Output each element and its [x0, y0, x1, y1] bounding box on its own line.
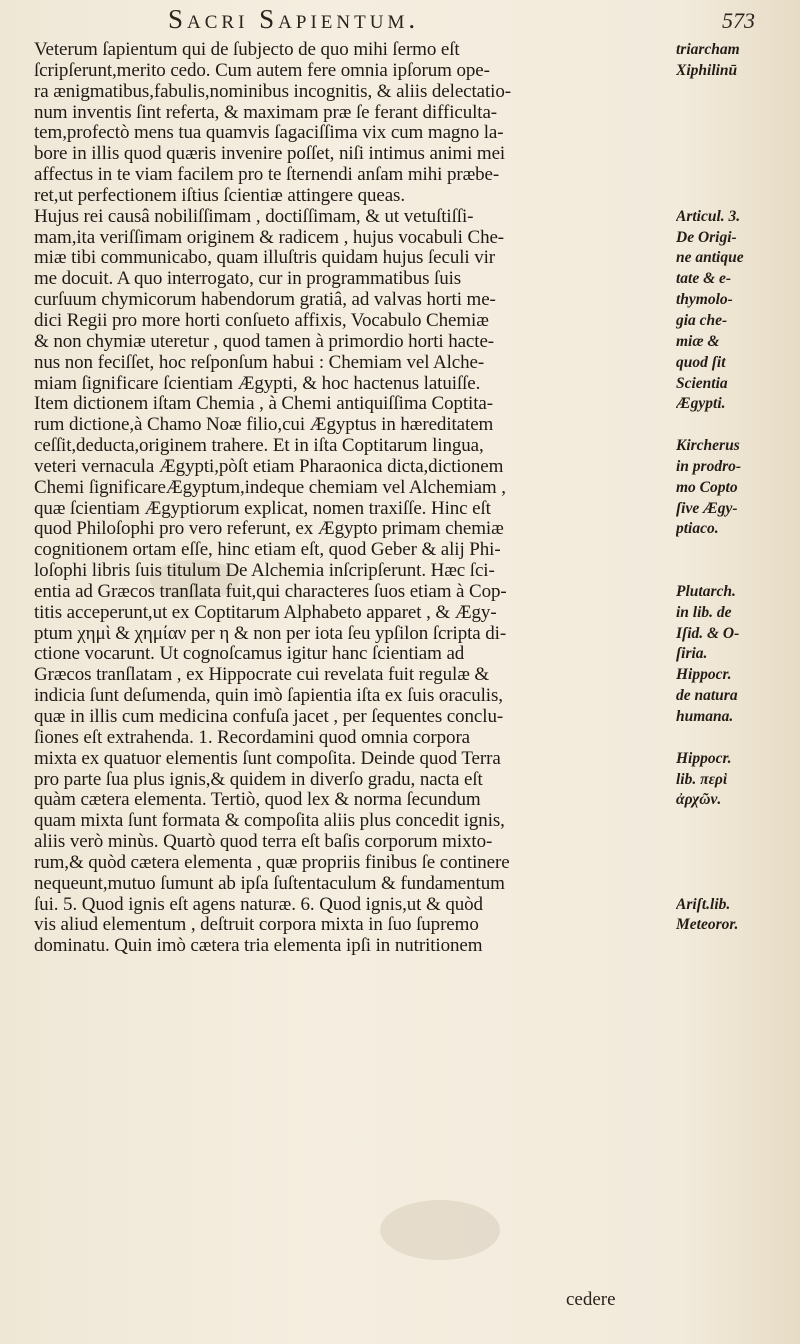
margin-note — [676, 832, 798, 853]
text-line: rum,& quòd cætera elementa , quæ propriis finibus ſe continere — [34, 852, 510, 873]
margin-note: Articul. 3. — [676, 207, 741, 225]
text-line: Hujus rei causâ nobiliſſimam , doctiſſimam, & ut vetuſtiſſi- — [34, 206, 474, 227]
margin-note: thymolo- — [676, 291, 733, 309]
margin-note — [676, 874, 798, 895]
margin-note: quod ſit — [676, 353, 726, 371]
margin-note: ἀρχῶν. — [676, 791, 722, 809]
margin-note — [676, 853, 798, 874]
text-line: quàm cætera elementa. Tertiò, quod lex & norma ſecundum — [34, 790, 481, 811]
text-line: aliis verò minùs. Quartò quod terra eſt baſis corporum mixto- — [34, 832, 493, 853]
text-line: me docuit. A quo interrogato, cur in programmatibus ſuis — [34, 269, 462, 290]
margin-note — [676, 936, 798, 957]
text-line: veteri vernacula Ægypti,pòſt etiam Pharaonica dicta,dictionem — [34, 456, 504, 477]
text-line: cognitionem ortam eſſe, hinc etiam eſt, quod Geber & alij Phi- — [34, 540, 501, 561]
text-line: mam,ita veriſſimam originem & radicem , hujus vocabuli Che- — [34, 227, 505, 248]
text-line: nequeunt,mutuo ſumunt ab ipſa ſuſtentaculum & fundamentum — [34, 873, 505, 894]
margin-note: lib. περὶ — [676, 770, 728, 788]
margin-note: ſiria. — [676, 645, 708, 663]
margin-note — [676, 728, 798, 749]
text-line: bore in illis quod quæris invenire poſſet, niſi intimus animi mei — [34, 144, 506, 165]
text-line: pro parte ſua plus ignis,& quidem in diverſo gradu, nacta eſt — [34, 769, 483, 790]
text-line: quæ ſcientiam Ægyptiorum explicat, nomen traxiſſe. Hinc eſt — [34, 498, 491, 519]
text-line: Veterum ſapientum qui de ſubjecto de quo mihi ſermo eſt — [34, 40, 460, 60]
text-line: ſui. 5. Quod ignis eſt agens naturæ. 6. Quod ignis,ut & quòd — [34, 894, 483, 915]
text-line: ceſſit,deducta,originem trahere. Et in iſta Coptitarum lingua, — [34, 436, 484, 457]
margin-note: ptiaco. — [676, 520, 719, 538]
margin-note: Ariſt.lib. — [676, 895, 731, 913]
body-text — [34, 40, 670, 957]
margin-note: tate & e- — [676, 270, 732, 288]
margin-note: Kircherus — [676, 437, 740, 455]
text-line: curſuum chymicorum habendorum gratiâ, ad valvas horti me- — [34, 290, 496, 311]
ink-bleed-stain — [380, 1200, 500, 1260]
text-line: dici Regii pro more horti conſueto affixis, Vocabulo Chemiæ — [34, 310, 489, 331]
text-line: rum dictione,à Chamo Noæ filio,cui Ægyptus in hæreditatem — [34, 415, 494, 436]
text-line: loſophi libris ſuis titulum De Alchemia inſcripſerunt. Hæc ſci- — [34, 561, 495, 582]
text-line: num inventis ſint referta, & maximam præ ſe ferant difficulta- — [34, 102, 498, 123]
margin-note: Hippocr. — [676, 666, 732, 684]
text-line: quod Philoſophi pro vero referunt, ex Ægypto primam chemiæ — [34, 519, 504, 540]
margin-note — [676, 415, 798, 436]
text-line: miam ſignificare ſcientiam Ægypti, & hoc hactenus latuiſſe. — [34, 373, 481, 394]
margin-note: ne antique — [676, 249, 744, 267]
text-line: dominatu. Quin imò cætera tria elementa ipſi in nutritionem — [34, 936, 483, 957]
text-line: indicia ſunt deſumenda, quin imò ſapientia iſta ex ſuis oraculis, — [34, 686, 503, 707]
text-line: mixta ex quatuor elementis ſunt compoſita. Deinde quod Terra — [34, 748, 501, 769]
margin-notes — [676, 40, 798, 957]
margin-note: mo Copto — [676, 478, 738, 496]
margin-note: de natura — [676, 687, 738, 705]
text-line: ſcripſerunt,merito cedo. Cum autem fere omnia ipſorum ope- — [34, 60, 490, 81]
margin-note: in prodro- — [676, 457, 742, 475]
text-line: tem,profectò mens tua quamvis ſagaciſſima vix cum magno la- — [34, 123, 504, 144]
margin-note — [676, 561, 798, 582]
margin-note: Iſid. & O- — [676, 624, 740, 642]
text-line: miæ tibi communicabo, quam illuſtris quidam hujus ſeculi vir — [34, 248, 496, 269]
text-line: nus non feciſſet, hoc reſponſum habui : Chemiam vel Alche- — [34, 352, 485, 373]
text-line: entia ad Græcos tranſlata fuit,qui characteres ſuos etiam à Cop- — [34, 581, 507, 602]
text-line: Chemi ſignificareÆgyptum,indeque chemiam vel Alchemiam , — [34, 477, 506, 498]
text-line: & non chymiæ uteretur , quod tamen à primordio horti hacte- — [34, 331, 495, 352]
margin-note: Scientia — [676, 374, 728, 392]
margin-note — [676, 123, 798, 144]
margin-note: gia che- — [676, 311, 728, 329]
margin-note: triarcham — [676, 41, 740, 58]
margin-note: De Origi- — [676, 228, 737, 246]
page-number: 573 — [722, 8, 755, 33]
text-line: vis aliud elementum , deſtruit corpora mixta in ſuo ſupremo — [34, 915, 479, 936]
margin-note: humana. — [676, 708, 734, 725]
text-line: ra ænigmatibus,fabulis,nominibus incognitis, & aliis delectatio- — [34, 81, 511, 102]
catchword: cedere — [566, 1289, 616, 1310]
margin-note — [676, 186, 798, 207]
margin-note — [676, 103, 798, 124]
text-line: titis acceperunt,ut ex Coptitarum Alphabeto apparet , & Ægy- — [34, 602, 497, 623]
margin-note — [676, 82, 798, 103]
margin-note — [676, 540, 798, 561]
margin-note: miæ & — [676, 332, 720, 350]
margin-note: Hippocr. — [676, 749, 732, 767]
margin-note: Meteoror. — [676, 916, 739, 934]
margin-note: Ægypti. — [676, 395, 726, 413]
text-line: Item dictionem iſtam Chemia , à Chemi antiquiſſima Coptita- — [34, 394, 493, 415]
text-line: ctione vocarunt. Ut cognoſcamus igitur hanc ſcientiam ad — [34, 644, 465, 665]
margin-note: ſive Ægy- — [676, 499, 738, 517]
margin-note: in lib. de — [676, 603, 732, 621]
text-line: quam mixta ſunt formata & compoſita aliis plus concedit ignis, — [34, 811, 505, 832]
text-line: ſiones eſt extrahenda. 1. Recordamini quod omnia corpora — [34, 727, 471, 748]
margin-note: Xiphilinū — [676, 61, 738, 79]
text-line: Græcos tranſlatam , ex Hippocrate cui revelata fuit regulæ & — [34, 665, 490, 686]
text-line: quæ in illis cum medicina confuſa jacet , per ſequentes conclu- — [34, 707, 504, 727]
margin-note — [676, 144, 798, 165]
text-line: ret,ut perfectionem iſtius ſcientiæ attingere queas. — [34, 185, 405, 206]
page-header — [0, 4, 800, 40]
margin-note — [676, 165, 798, 186]
margin-note: Plutarch. — [676, 582, 736, 600]
text-line: affectus in te viam facilem pro te ſternendi anſam mihi præbe- — [34, 165, 500, 186]
margin-note — [676, 811, 798, 832]
running-title: Sacri Sapientum. — [168, 4, 420, 34]
text-line: ptum χημὶ & χημίαν per η & non per iota ſeu ypſilon ſcripta di- — [34, 623, 507, 644]
